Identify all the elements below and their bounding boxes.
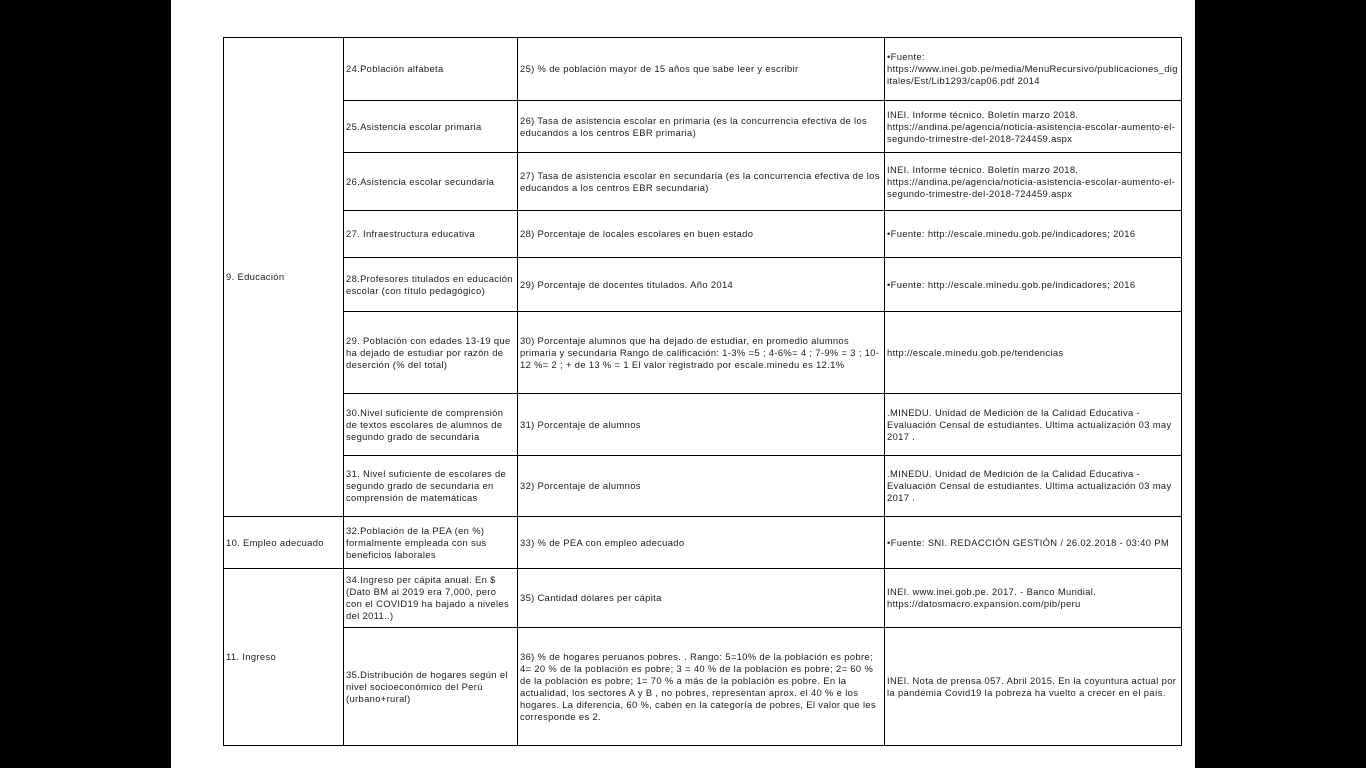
measure-cell: 25) % de población mayor de 15 años que sabe leer y escribir [518,38,885,101]
indicator-cell: 28.Profesores titulados en educación escolar (con título pedagógico) [344,258,518,312]
measure-cell: 31) Porcentaje de alumnos [518,394,885,456]
source-cell: http://escale.minedu.gob.pe/tendencias [885,312,1182,394]
indicator-cell: 35.Distribución de hogares según el nivel socioeconómico del Perú (urbano+rural) [344,628,518,746]
indicator-cell: 25.Asistencia escolar primaria [344,101,518,153]
source-cell: INEI. www.inei.gob.pe. 2017. - Banco Mundial. https://datosmacro.expansion.com/pib/peru [885,569,1182,628]
table-row [224,517,1182,569]
table-row [224,394,1182,456]
measure-cell: 28) Porcentaje de locales escolares en buen estado [518,211,885,258]
category-educacion: 9. Educación [224,38,344,517]
table-row [224,153,1182,211]
category-ingreso: 11. Ingreso [224,569,344,746]
source-cell: INEI. Nota de prensa 057. Abril 2015. En la coyuntura actual por la pandemia Covid19 la pobreza ha vuelto a crecer en el país. [885,628,1182,746]
source-cell: •Fuente: SNI. REDACCIÓN GESTIÓN / 26.02.2018 - 03:40 PM [885,517,1182,569]
indicators-table [223,37,1182,746]
indicator-cell: 31. Nivel suficiente de escolares de segundo grado de secundaria en comprensión de matemáticas [344,456,518,517]
indicator-cell: 34.Ingreso per cápita anual. En $ (Dato BM al 2019 era 7,000, pero con el COVID19 ha bajado a niveles del 2011..) [344,569,518,628]
indicator-cell: 32.Población de la PEA (en %) formalmente empleada con sus beneficios laborales [344,517,518,569]
source-cell: .MINEDU. Unidad de Medición de la Calidad Educativa - Evaluación Censal de estudiantes. Ultima actualización 03 may 2017 . [885,456,1182,517]
table-row [224,628,1182,746]
measure-cell: 35) Cantidad dólares per cápita [518,569,885,628]
table-row [224,569,1182,628]
measure-cell: 29) Porcentaje de docentes titulados. Año 2014 [518,258,885,312]
table-row [224,38,1182,101]
measure-cell: 30) Porcentaje alumnos que ha dejado de estudiar, en promedio alumnos primaria y secundaria Rango de calificación: 1-3% =5 ; 4-6%= 4 ; 7-9% = 3 ; 10-12 %= 2 ; + de 13 % = 1 El valor registrado por escale.minedu es 12.1% [518,312,885,394]
indicator-cell: 24.Población alfabeta [344,38,518,101]
indicator-cell: 30.Nivel suficiente de comprensión de textos escolares de alumnos de segundo grado de secundaria [344,394,518,456]
table-row [224,211,1182,258]
measure-cell: 27) Tasa de asistencia escolar en secundaria (es la concurrencia efectiva de los educandos a los centros EBR secundaria) [518,153,885,211]
indicator-cell: 29. Población con edades 13-19 que ha dejado de estudiar por razón de deserción (% del total) [344,312,518,394]
source-cell: •Fuente: https://www.inei.gob.pe/media/MenuRecursivo/publicaciones_digitales/Est/Lib1293/cap06.pdf 2014 [885,38,1182,101]
measure-cell: 33) % de PEA con empleo adecuado [518,517,885,569]
source-cell: .MINEDU. Unidad de Medición de la Calidad Educativa - Evaluación Censal de estudiantes. Ultima actualización 03 may 2017 . [885,394,1182,456]
table-row [224,258,1182,312]
source-cell: •Fuente: http://escale.minedu.gob.pe/indicadores; 2016 [885,258,1182,312]
source-cell: INEI. Informe técnico. Boletín marzo 2018. https://andina.pe/agencia/noticia-asistencia-escolar-aumento-el-segundo-trimestre-del-2018-724459.aspx [885,101,1182,153]
table-row [224,456,1182,517]
table-row [224,101,1182,153]
measure-cell: 36) % de hogares peruanos pobres. . Rango: 5=10% de la población es pobre; 4= 20 % de la población es pobre; 3 = 40 % de la población es pobre; 2= 60 % de la población es pobre; 1= 70 % a más de la población es pobre. En la actualidad, los sectores A y B , no pobres, representan aprox. el 40 % e los hogares. La diferencia, 60 %, caben en la categoría de pobres, El valor que les corresponde es 2. [518,628,885,746]
table-row [224,312,1182,394]
source-cell: •Fuente: http://escale.minedu.gob.pe/indicadores; 2016 [885,211,1182,258]
document-page [171,0,1195,768]
category-empleo: 10. Empleo adecuado [224,517,344,569]
source-cell: INEI. Informe técnico. Boletín marzo 2018. https://andina.pe/agencia/noticia-asistencia-escolar-aumento-el-segundo-trimestre-del-2018-724459.aspx [885,153,1182,211]
measure-cell: 32) Porcentaje de alumnos [518,456,885,517]
indicator-cell: 27. Infraestructura educativa [344,211,518,258]
measure-cell: 26) Tasa de asistencia escolar en primaria (es la concurrencia efectiva de los educandos a los centros EBR primaria) [518,101,885,153]
indicator-cell: 26.Asistencia escolar secundaria [344,153,518,211]
